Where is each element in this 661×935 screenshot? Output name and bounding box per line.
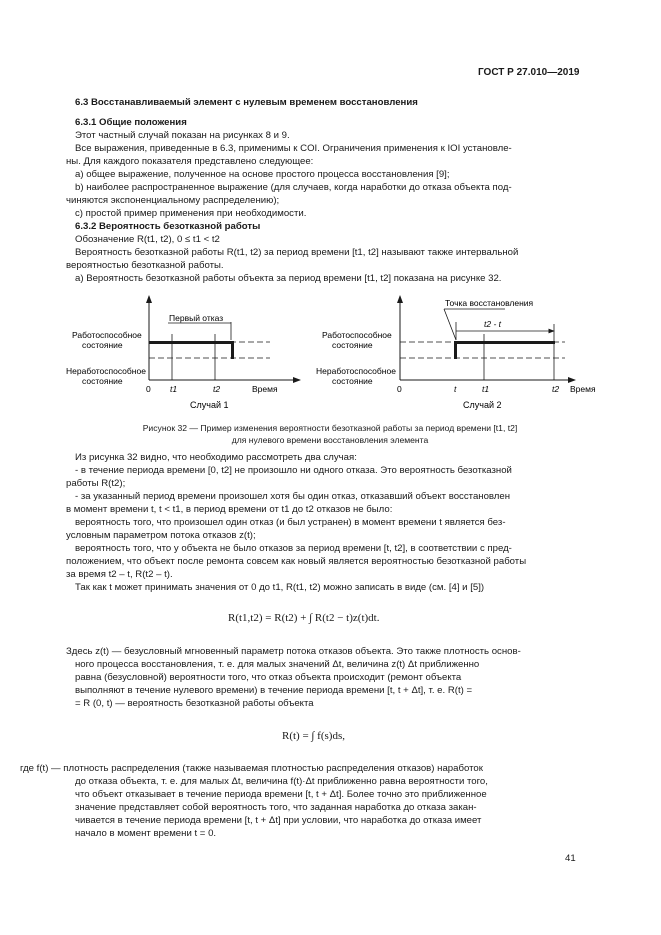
svg-text:t2: t2	[552, 384, 560, 394]
subsection-title-632: 6.3.2 Вероятность безотказной работы	[75, 221, 261, 232]
svg-text:t1: t1	[482, 384, 490, 394]
figure-32	[60, 292, 596, 417]
text-line: - в течение периода времени [0, t2] не произошло ни одного отказа. Это вероятность безотказной	[75, 465, 512, 476]
case2-up-bar	[456, 341, 555, 344]
restore-point-label: Точка восстановления	[445, 298, 534, 308]
text-line: вероятность того, что произошел один отказ (и был устранен) в момент времени t является без-	[75, 517, 506, 528]
formula-1: R(t1,t2) = R(t2) + ∫ R(t2 − t)z(t)dt.	[228, 612, 380, 624]
text-line: начало в момент времени t = 0.	[75, 828, 217, 839]
svg-text:t2: t2	[213, 384, 221, 394]
svg-text:t1: t1	[170, 384, 178, 394]
text-line: a) Вероятность безотказной работы объекта за период времени [t1, t2] показана на рисунке 32.	[75, 273, 502, 284]
text-line: = R (0, t) — вероятность безотказной работы объекта	[75, 698, 314, 709]
text-line: Этот частный случай показан на рисунках 8 и 9.	[75, 130, 290, 141]
svg-text:Неработоспособное: Неработоспособное	[66, 366, 146, 376]
formula-2: R(t) = ∫ f(s)ds,	[282, 730, 345, 742]
svg-text:Время: Время	[570, 384, 596, 394]
case1-up-bar	[149, 341, 233, 344]
svg-text:состояние: состояние	[332, 376, 373, 386]
text-line: Все выражения, приведенные в 6.3, применимы к COI. Ограничения применения к IOI установле-	[75, 143, 512, 154]
case1-label: Случай 1	[190, 400, 229, 410]
text-line: что объект отказывает в течение периода времени [t, t + Δt]. Более точно это приближенное	[75, 789, 487, 800]
text-line: выполняют в течение нулевого времени) в течение периода времени [t, t + Δt], т. е. R(t) =	[75, 685, 473, 696]
text-line: Так как t может принимать значения от 0 до t1, R(t1, t2) можно записать в виде (см. [4] и [5])	[75, 582, 485, 593]
text-line: ного процесса восстановления, т. е. для малых значений Δt, величина z(t) Δt приближенно	[75, 659, 480, 670]
svg-text:состояние: состояние	[332, 340, 373, 350]
text-line: условным параметром потока отказов z(t);	[66, 530, 256, 541]
text-line: ны. Для каждого показателя представлено следующее:	[66, 156, 314, 167]
figure-caption: для нулевого времени восстановления элемента	[231, 435, 429, 445]
text-line: в момент времени t, t < t1, в период времени от t1 до t2 отказов не было:	[66, 504, 393, 515]
svg-text:состояние: состояние	[82, 340, 123, 350]
text-line: работы R(t2);	[66, 478, 126, 489]
text-line: равна (безусловной) вероятности того, что отказ объекта происходит (ремонт объекта	[75, 672, 462, 683]
case2-label: Случай 2	[463, 400, 502, 410]
text-line: вероятностью безотказной работы.	[66, 260, 224, 271]
first-failure-label: Первый отказ	[169, 313, 224, 323]
text-line: положением, что объект после ремонта совсем как новый является вероятностью безотказной работы	[66, 556, 527, 567]
svg-text:t2 - t: t2 - t	[484, 319, 502, 329]
text-line: значение представляет собой вероятность того, что заданная наработка до отказа закан-	[75, 802, 477, 813]
section-title: 6.3 Восстанавливаемый элемент с нулевым временем восстановления	[75, 97, 418, 108]
text-line: вероятность того, что у объекта не было отказов за период времени [t, t2], в соответствии с пред-	[75, 543, 512, 554]
document-id: ГОСТ Р 27.010—2019	[478, 67, 580, 78]
text-line: до отказа объекта, т. е. для малых Δt, величина f(t)·Δt приближенно равна вероятности того,	[75, 776, 488, 787]
svg-text:0: 0	[146, 384, 151, 394]
text-line: - за указанный период времени произошел хотя бы один отказ, отказавший объект восстановлен	[75, 491, 511, 502]
list-item-c: c) простой пример применения при необходимости.	[75, 208, 307, 219]
text-line: чиняются экспоненциальному распределению);	[66, 195, 280, 206]
svg-text:Неработоспособное: Неработоспособное	[316, 366, 396, 376]
text-line: за время t2 – t, R(t2 – t).	[66, 569, 173, 580]
svg-text:Работоспособное: Работоспособное	[322, 330, 392, 340]
text-line: чивается в течение периода времени [t, t + Δt] при условии, что наработка до отказа имеет	[75, 815, 482, 826]
text-line: Здесь z(t) — безусловный мгновенный параметр потока отказов объекта. Это также плотность основ-	[66, 646, 521, 657]
svg-text:t: t	[454, 384, 457, 394]
svg-text:Время: Время	[252, 384, 278, 394]
text-line: Из рисунка 32 видно, что необходимо рассмотреть два случая:	[75, 452, 357, 463]
subsection-title-631: 6.3.1 Общие положения	[75, 117, 187, 128]
page-number: 41	[565, 853, 576, 864]
svg-text:состояние: состояние	[82, 376, 123, 386]
text-line: где f(t) — плотность распределения (также называемая плотностью распределения отказов) наработок	[20, 763, 483, 774]
figure-caption: Рисунок 32 — Пример изменения вероятности безотказной работы за период времени [t1, t2]	[142, 423, 518, 433]
list-item-b: b) наиболее распространенное выражение (для случаев, когда наработки до отказа объекта под-	[75, 182, 512, 193]
text-line: Обозначение R(t1, t2), 0 ≤ t1 < t2	[75, 234, 220, 245]
svg-text:Работоспособное: Работоспособное	[72, 330, 142, 340]
list-item-a: a) общее выражение, полученное на основе простого процесса восстановления [9];	[75, 169, 450, 180]
text-line: Вероятность безотказной работы R(t1, t2) за период времени [t1, t2] называют также интервальной	[75, 247, 519, 258]
svg-text:0: 0	[397, 384, 402, 394]
